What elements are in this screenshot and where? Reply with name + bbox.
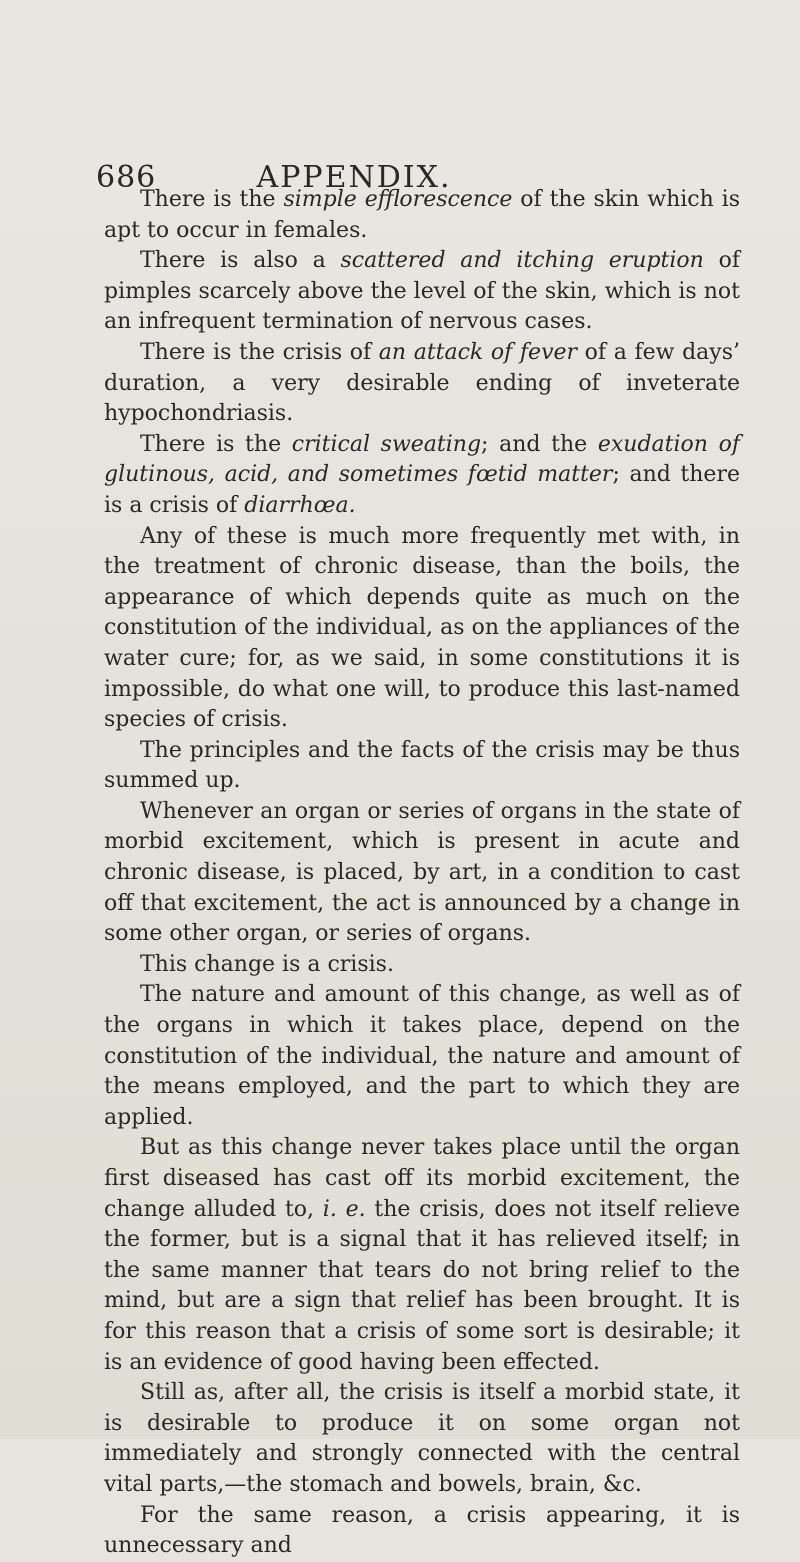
text-run: There is the <box>140 187 284 212</box>
text-run: Any of these is much more frequently met with, in the treatment of chronic disease, than the boils, the appearance of which depends quite as much on the constitution of the individual, as on the appliances of the water cure; for, as we said, in some constitutions it is impossible, do what one will, to produce this last-named species of crisis. <box>104 523 740 733</box>
paragraph <box>104 1501 740 1562</box>
text-run: The nature and amount of this change, as well as of the organs in which it takes place, depend on the constitution of the individual, the nature and amount of the means employed, and the part to which they are applied. <box>104 982 740 1130</box>
italic-text: exudation of glutinous, acid, and sometimes fœtid matter <box>104 431 740 488</box>
text-run: Whenever an organ or series of organs in the state of morbid excitement, which is present in acute and chronic disease, is placed, by art, in a condition to cast off that excitement, the act is announced by a change in some other organ, or series of organs. <box>104 798 740 947</box>
text-run: But as this change never takes place until the organ first diseased has cast off its morbid excitement, the change alluded to, <box>104 1135 740 1222</box>
paragraph <box>104 736 740 797</box>
paragraph <box>104 430 740 522</box>
italic-text: an attack of fever <box>378 339 578 365</box>
italic-text: i. e. <box>322 1196 366 1222</box>
text-run: Still as, after all, the crisis is itself a morbid state, it is desirable to produce it on some organ not immediately and strongly connected with the central vital parts,—the stomach and bowels, brain, &c. <box>104 1380 740 1497</box>
paragraph <box>104 1133 740 1378</box>
running-head: APPENDIX. <box>256 160 452 195</box>
text-run: There is also a <box>140 248 341 274</box>
text-run: of the skin which is apt to occur in females. <box>104 187 741 243</box>
paragraph <box>104 185 740 246</box>
paragraph <box>104 246 740 338</box>
paragraph <box>104 950 740 981</box>
text-run: of a few days’ duration, a very desirable ending of inveterate hypochondriasis. <box>104 339 740 427</box>
page-number: 686 <box>96 160 157 195</box>
italic-text: simple efflorescence <box>283 187 513 212</box>
text-run: For the same reason, a crisis appearing, it is unnecessary and <box>104 1502 740 1559</box>
paragraph <box>104 338 740 430</box>
paragraph <box>104 522 740 736</box>
text-run: ; and the <box>481 431 598 457</box>
text-run: This change is a crisis. <box>140 951 394 977</box>
text-run: the crisis, does not itself relieve the former, but is a signal that it has relieved itself; in the same manner that tears do not bring relief to the mind, but are a sign that relief has been brought. It is for this reason that a crisis of some sort is desirable; it is an evidence of good having been effected. <box>104 1196 740 1375</box>
italic-text: critical sweating <box>291 431 482 457</box>
paragraph <box>104 1378 740 1500</box>
text-run: The principles and the facts of the crisis may be thus summed up. <box>104 737 740 794</box>
italic-text: scattered and itching eruption <box>340 248 704 274</box>
text-run: There is the <box>140 431 292 457</box>
italic-text: diarrhœa. <box>244 492 356 518</box>
text-run: of pimples scarcely above the level of the skin, which is not an infrequent termination of nervous cases. <box>104 248 740 335</box>
paragraph <box>104 797 740 950</box>
paragraph <box>104 980 740 1133</box>
text-run: ; and there is a crisis of <box>104 462 740 518</box>
text-run: There is the crisis of <box>140 339 379 365</box>
body-text <box>104 185 740 1562</box>
